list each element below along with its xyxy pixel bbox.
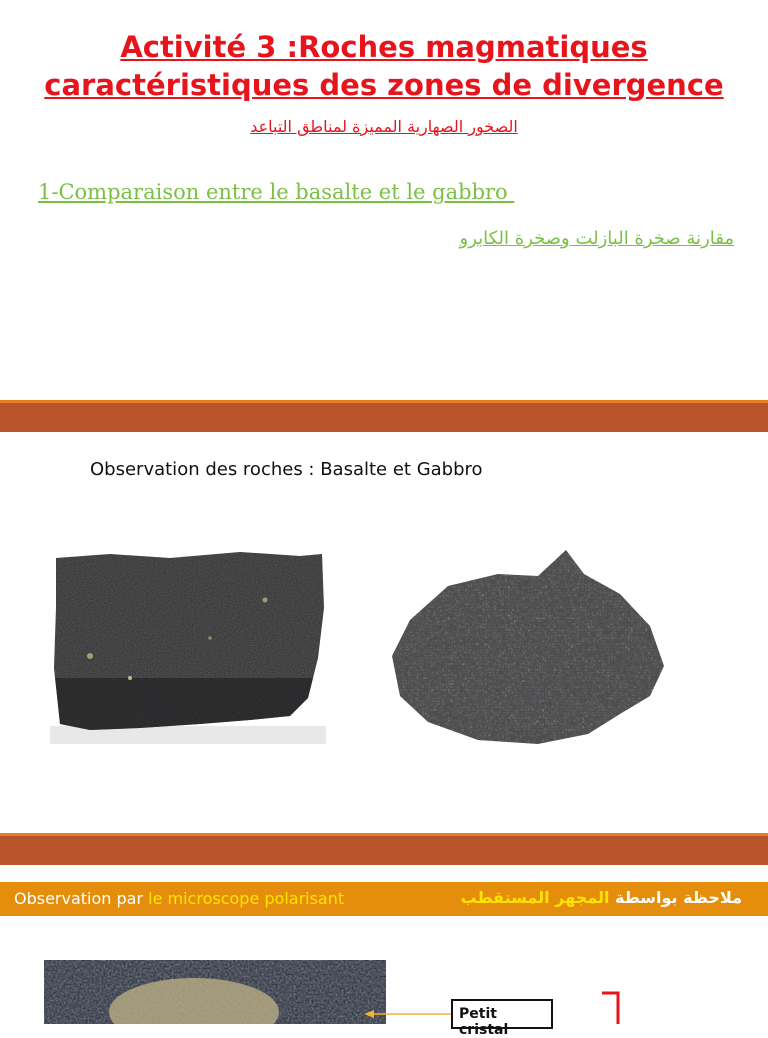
banner-prefix: Observation par (14, 889, 149, 908)
label-pointer-arrow (360, 1004, 452, 1024)
banner-highlight: le microscope polarisant (148, 889, 345, 908)
microscope-banner (0, 882, 768, 916)
red-bracket (598, 990, 628, 1024)
banner-text-french (14, 889, 344, 908)
section-heading: 1-Comparaison entre le basalte et le gabbro (38, 180, 515, 204)
petit-cristal-label: Petit cristal (451, 999, 553, 1029)
section-heading-arabic: مقارنة صخرة البازلت وصخرة الكابرو (459, 228, 734, 249)
thin-section-texture (44, 960, 386, 1024)
divider-bar-top (0, 400, 768, 432)
title-line-2: caractéristiques des zones de divergence (44, 68, 724, 102)
page-title (0, 28, 768, 104)
microscope-thin-section-image (44, 960, 386, 1024)
title-line-1: Activité 3 :Roches magmatiques (120, 30, 648, 64)
divider-bar-bottom (0, 833, 768, 865)
page-subtitle-arabic: الصخور الصهارية المميزة لمناطق التباعد (250, 117, 518, 136)
banner-prefix-arabic: ملاحظة بواسطة (609, 888, 742, 907)
observation-heading: Observation des roches : Basalte et Gabbro (90, 459, 483, 480)
basalt-rock-image (50, 548, 326, 744)
gabbro-rock-image (388, 546, 668, 746)
banner-text-arabic (461, 888, 742, 907)
banner-highlight-arabic: المجهر المستقطب (460, 888, 610, 907)
